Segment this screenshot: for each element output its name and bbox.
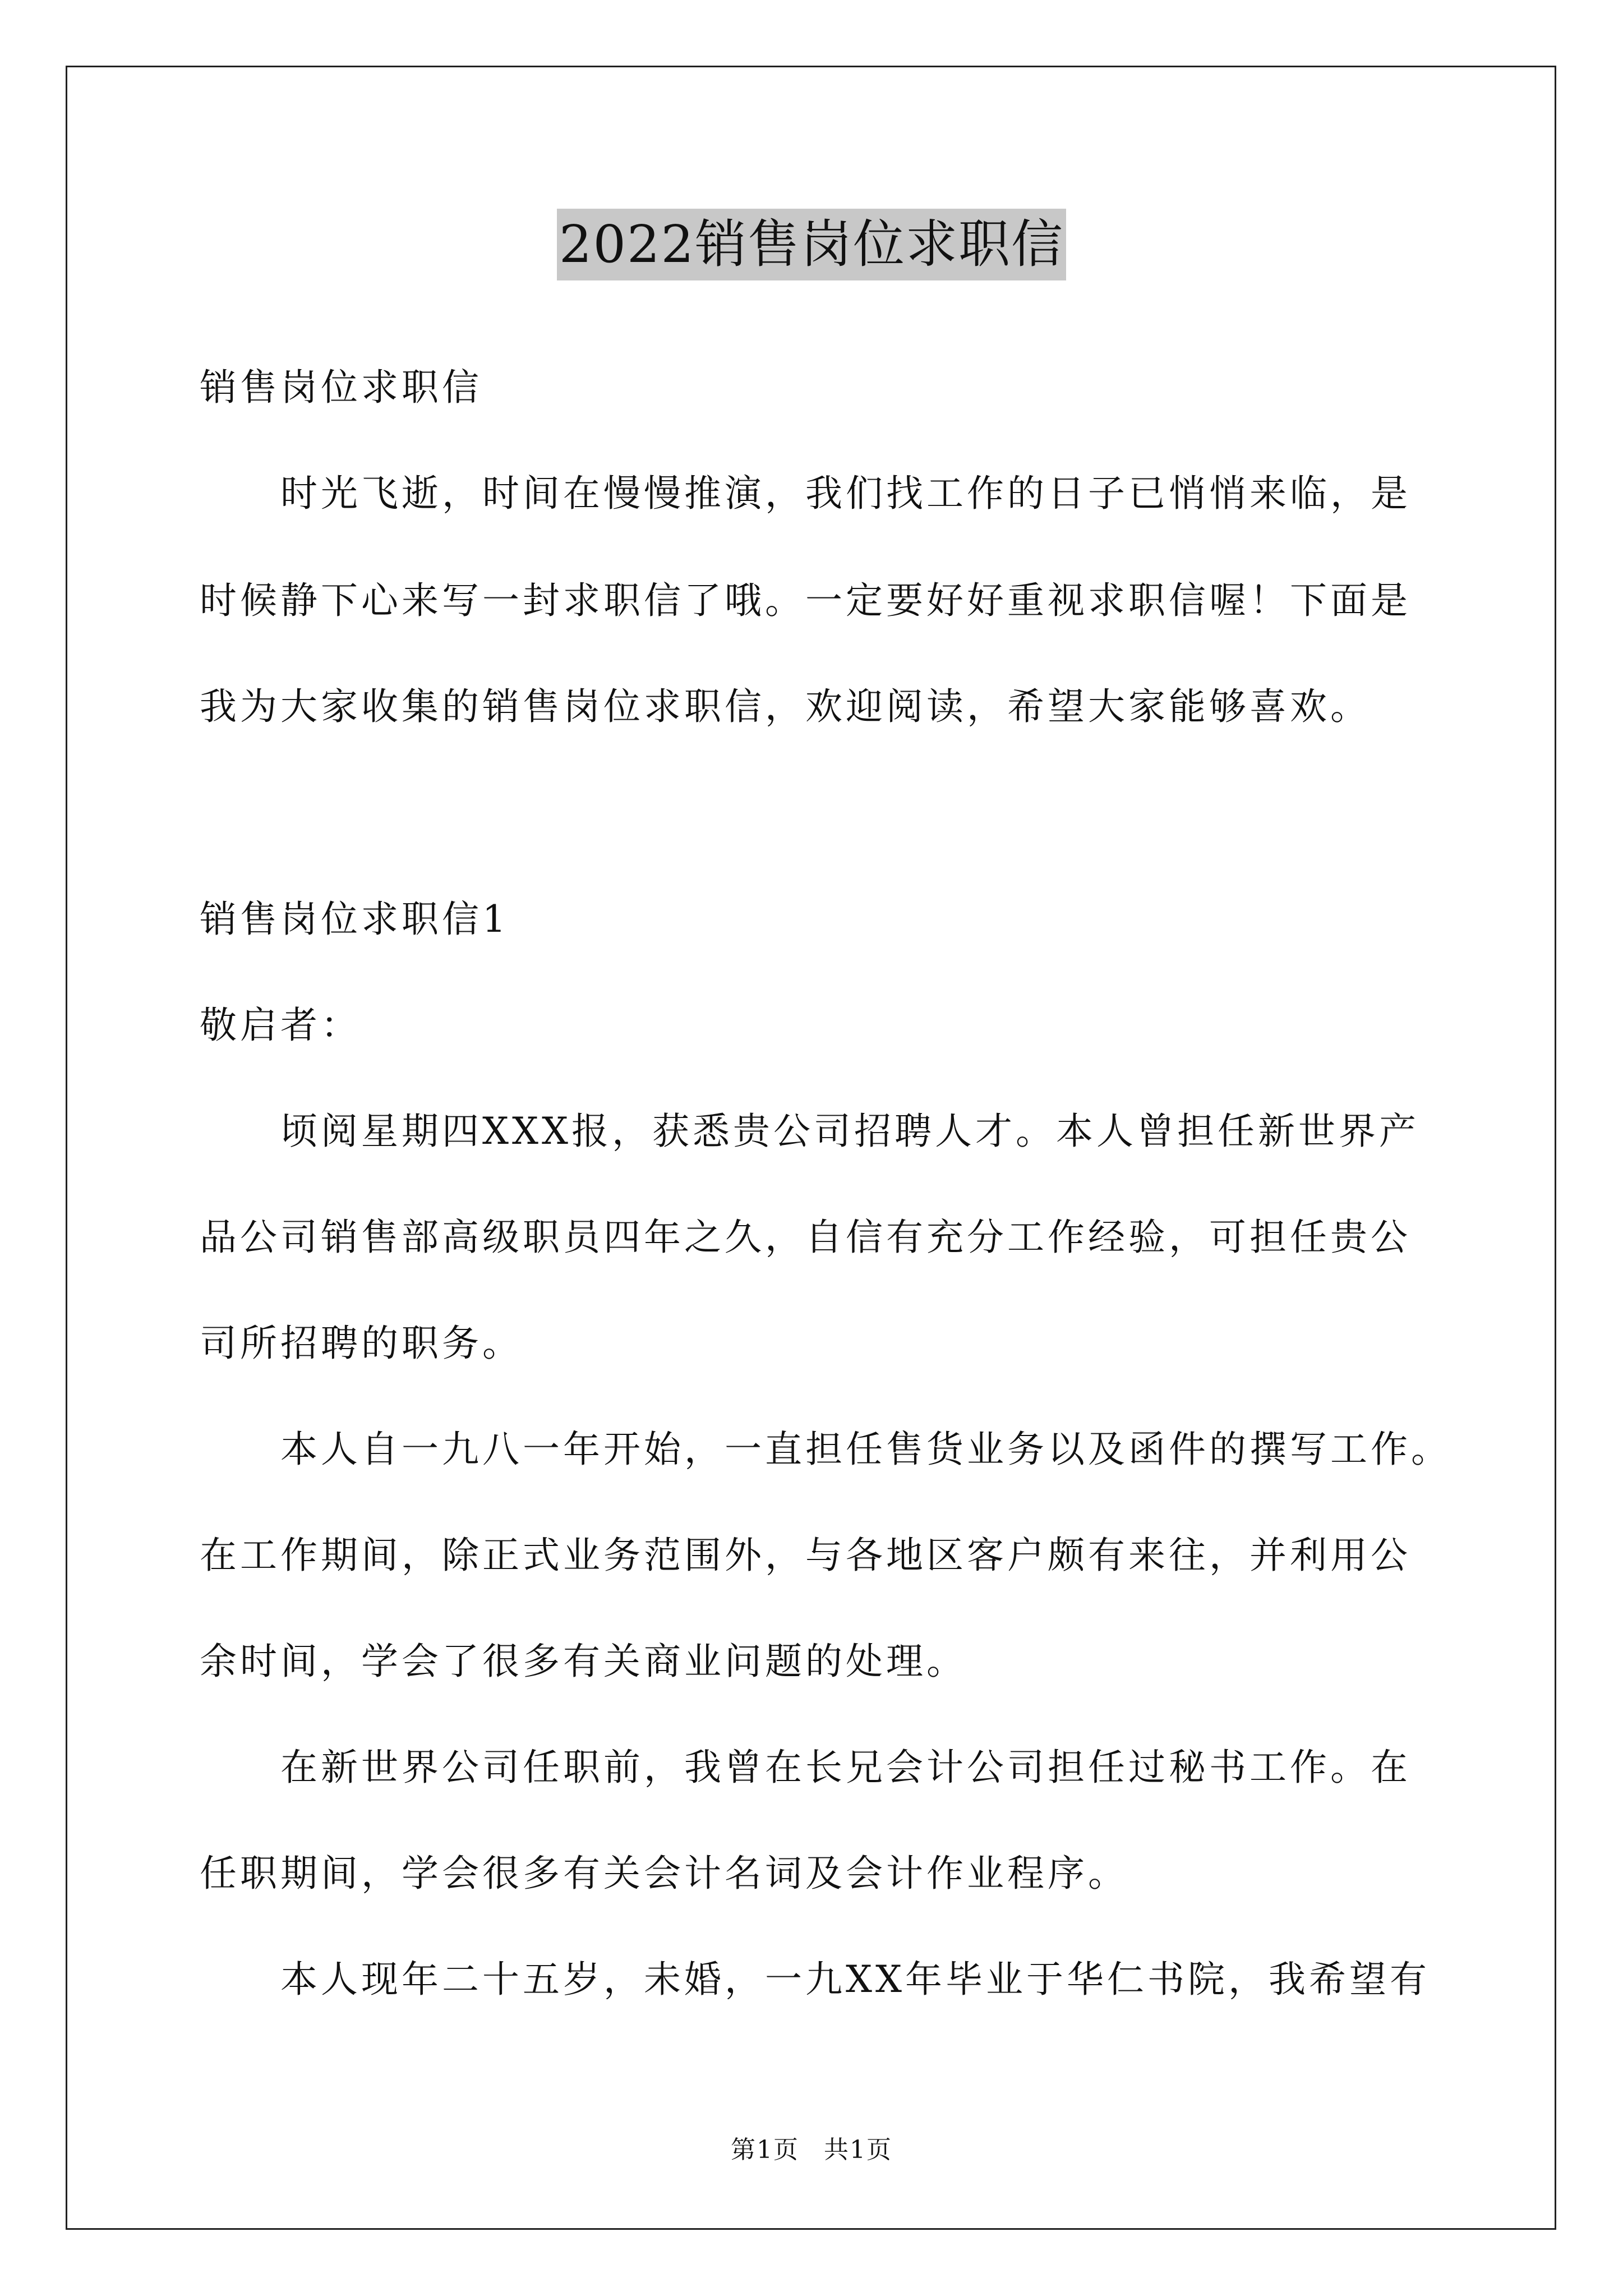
paragraph-line: 时光飞逝，时间在慢慢推演，我们找工作的日子已悄悄来临，是 — [200, 472, 1411, 515]
paragraph-line: 司所招聘的职务。 — [200, 1322, 523, 1365]
title-container — [0, 209, 1623, 280]
paragraph-line: 本人现年二十五岁，未婚，一九XX年毕业于华仁书院，我希望有 — [200, 1958, 1430, 2001]
paragraph-line: 在新世界公司任职前，我曾在长兄会计公司担任过秘书工作。在 — [200, 1746, 1411, 1789]
document-title: 2022销售岗位求职信 — [557, 209, 1066, 280]
subtitle-line: 销售岗位求职信 — [200, 366, 482, 409]
paragraph-line: 本人自一九八一年开始，一直担任售货业务以及函件的撰写工作。 — [200, 1428, 1451, 1471]
paragraph-line: 顷阅星期四XXX报，获悉贵公司招聘人才。本人曾担任新世界产 — [200, 1110, 1419, 1153]
paragraph-line: 在工作期间，除正式业务范围外，与各地区客户颇有来往，并利用公 — [200, 1534, 1411, 1577]
section-heading: 销售岗位求职信1 — [200, 898, 509, 941]
page-number: 第1页 — [731, 2136, 799, 2164]
paragraph-line: 时候静下心来写一封求职信了哦。一定要好好重视求职信喔！下面是 — [200, 579, 1411, 622]
paragraph-line: 余时间，学会了很多有关商业问题的处理。 — [200, 1640, 967, 1683]
page-total: 共1页 — [824, 2136, 892, 2164]
paragraph-line: 品公司销售部高级职员四年之久，自信有充分工作经验，可担任贵公 — [200, 1216, 1411, 1259]
paragraph-line: 任职期间，学会很多有关会计名词及会计作业程序。 — [200, 1852, 1128, 1895]
page-footer — [0, 2129, 1623, 2165]
paragraph-line: 我为大家收集的销售岗位求职信，欢迎阅读，希望大家能够喜欢。 — [200, 685, 1371, 728]
salutation: 敬启者： — [200, 1004, 361, 1047]
